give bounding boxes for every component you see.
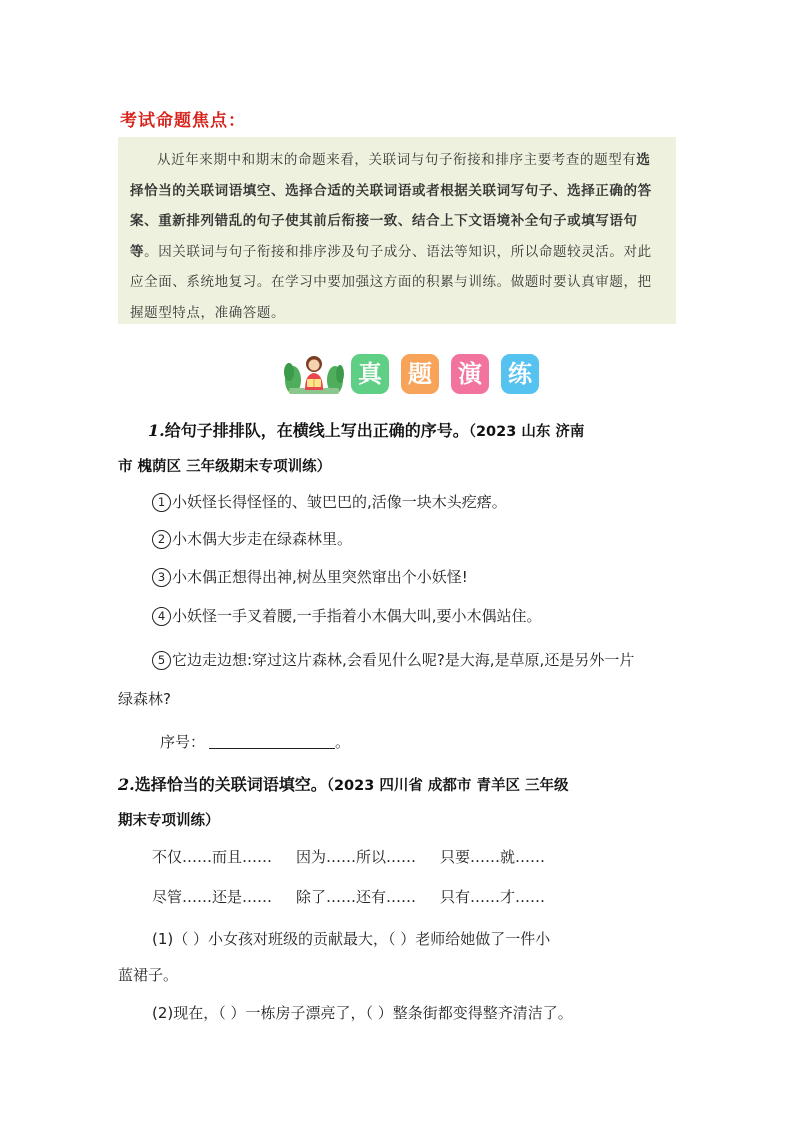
question-1-source-2: 市 槐荫区 三年级期末专项训练）: [118, 459, 332, 475]
sentence-2-1: [152, 928, 550, 950]
question-1-number: 1.: [148, 421, 165, 440]
sentence-item-3-text: 小木偶正想得出神,树丛里突然窜出个小妖怪!: [172, 568, 468, 586]
option-buqin-erqie: 不仅……而且……: [152, 848, 273, 866]
exam-focus-title: 考试命题焦点：: [120, 111, 246, 131]
option-chule-haiyou: 除了……还有……: [296, 888, 417, 906]
sentence-2-1-number: (1): [152, 930, 174, 948]
options-row-2: [152, 886, 569, 908]
answer-row: [160, 731, 350, 753]
sentence-item-2-text: 小木偶大步走在绿森林里。: [172, 530, 353, 548]
sentence-2-2-text: 现在，（ ）一栋房子漂亮了，（ ）整条街都变得整齐清洁了。: [173, 1004, 573, 1022]
sentence-item-1: [152, 491, 507, 513]
answer-label: 序号：: [160, 733, 206, 751]
sentence-item-3: [152, 566, 468, 588]
answer-end: 。: [335, 733, 351, 751]
sentence-item-5-text: 它边走边想:穿过这片森林,会看见什么呢?是大海,是草原,还是另外一片: [172, 651, 635, 669]
sentence-2-1-text: （ ）小女孩对班级的贡献最大，（ ）老师给她做了一件小: [173, 930, 551, 948]
sentence-2-2-number: (2): [152, 1004, 174, 1022]
option-zhiyou-cai: 只有……才……: [440, 888, 546, 906]
banner-tile-zhen: 真: [351, 354, 389, 394]
exam-focus-paragraph: [130, 145, 664, 328]
question-1-text: 给句子排排队，在横线上写出正确的序号。: [164, 421, 469, 440]
banner-tile-ti: 题: [401, 354, 439, 394]
girl-reading-illustration-icon: [283, 350, 345, 396]
sentence-item-2: [152, 528, 352, 550]
sentence-item-4-text: 小妖怪一手叉着腰,一手指着小木偶大叫,要小木偶站住。: [172, 607, 542, 625]
sentence-item-2-mark: 2: [152, 530, 171, 549]
option-zhiyao-jiu: 只要……就……: [440, 848, 546, 866]
sentence-item-1-mark: 1: [152, 493, 171, 512]
sentence-item-4: [152, 605, 542, 627]
question-1-title: [118, 414, 678, 484]
sentence-item-1-text: 小妖怪长得怪怪的、皱巴巴的,活像一块木头疙瘩。: [172, 493, 507, 511]
exam-focus-text-2: 。因关联词与句子衔接和排序涉及句子成分、语法等知识，所以命题较灵活。对此应全面、系统地复习。在学习中要加强这方面的积累与训练。做题时要认真审题，把握题型特点，准确答题。: [130, 243, 652, 321]
question-1-source-1: （2023 山东 济南: [468, 424, 585, 440]
sentence-item-5-continued: 绿森林?: [118, 690, 171, 708]
question-2-number: 2.: [118, 775, 135, 794]
option-yinwei-suoyi: 因为……所以……: [296, 848, 417, 866]
exam-focus-text-bold: 选择恰当的关联词语填空、选择合适的关联词语或者根据关联词写句子、选择正确的答案、重新排列错乱的句子使其前后衔接一致、结合上下文语境补全句子或填写语句等: [130, 152, 652, 260]
banner-tile-lian: 练: [501, 354, 539, 394]
banner-tile-yan: 演: [451, 354, 489, 394]
sentence-2-2: [152, 1002, 573, 1024]
sentence-2-1-continued: 蓝裙子。: [118, 966, 179, 984]
options-row-1: [152, 846, 569, 868]
option-jinguan-haishi: 尽管……还是……: [152, 888, 273, 906]
sentence-item-5: [152, 649, 634, 671]
exam-focus-box: [118, 137, 676, 324]
question-2-source-1: （2023 四川省 成都市 青羊区 三年级: [326, 778, 569, 794]
sentence-item-3-mark: 3: [152, 568, 171, 587]
question-2-text: 选择恰当的关联词语填空。: [134, 775, 327, 794]
question-2-title: [118, 768, 678, 838]
practice-banner: [283, 350, 545, 400]
question-2-source-2: 期末专项训练）: [118, 813, 220, 829]
answer-blank[interactable]: [209, 732, 335, 749]
sentence-item-4-mark: 4: [152, 607, 171, 626]
sentence-item-5-mark: 5: [152, 651, 171, 670]
exam-focus-text-1: 从近年来期中和期末的命题来看，关联词与句子衔接和排序主要考查的题型有: [157, 152, 637, 168]
